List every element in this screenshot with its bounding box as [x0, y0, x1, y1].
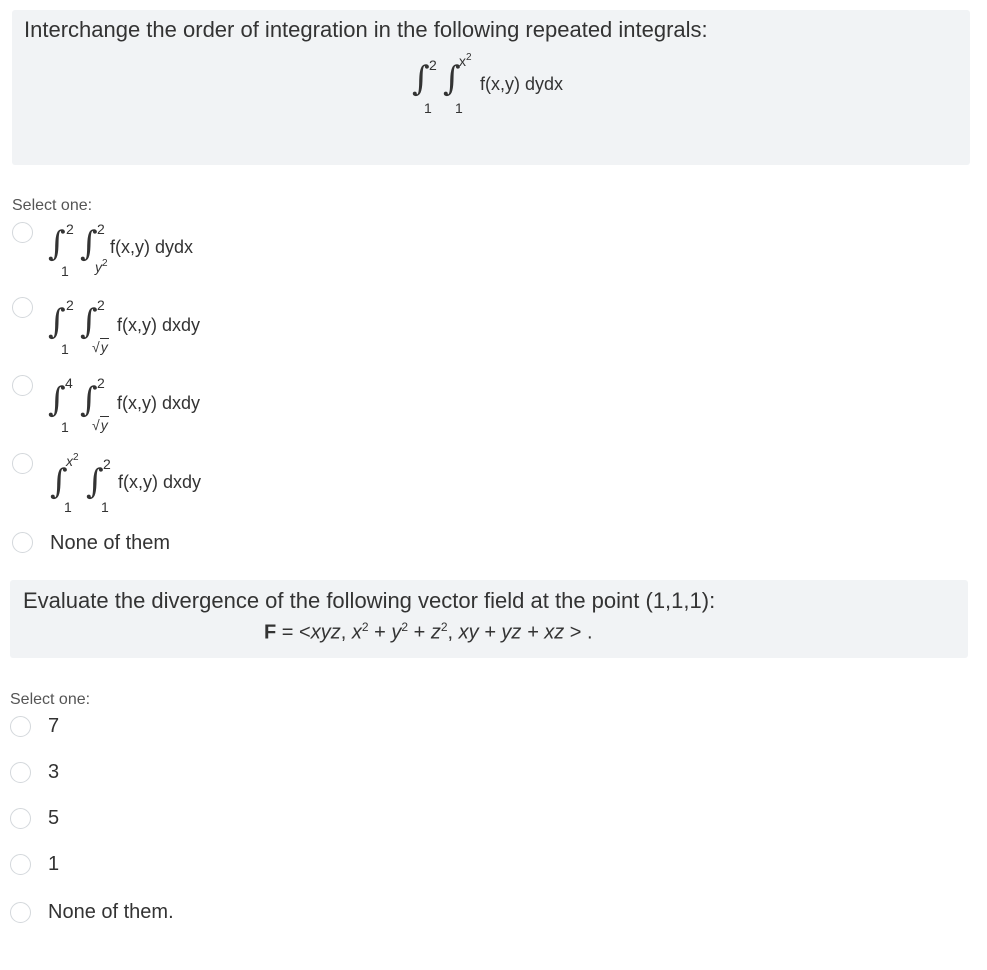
- integrand: f(x,y) dxdy: [117, 393, 201, 413]
- q1-option-5-radio[interactable]: [12, 532, 33, 553]
- q2-option-2-radio[interactable]: [10, 762, 31, 783]
- q2-option-5-radio[interactable]: [10, 902, 31, 923]
- inner-upper-limit: 2: [103, 456, 111, 472]
- outer-lower-limit: 1: [61, 263, 69, 279]
- outer-integral-sign: ∫: [50, 462, 68, 502]
- q2-option-3-radio[interactable]: [10, 808, 31, 829]
- inner-upper-limit: 2: [97, 221, 105, 237]
- q1-option-3-radio[interactable]: [12, 375, 33, 396]
- vector-field-formula: F = <xyz, $x^2 + y^2 + z^2$, xy + yz + xz > .: [264, 620, 593, 644]
- inner-lower-limit: $y^2$: [95, 258, 108, 275]
- q1-option-5-label[interactable]: None of them: [50, 532, 171, 554]
- select-one-label: Select one:: [12, 197, 93, 214]
- outer-upper-limit: 4: [65, 375, 73, 391]
- q2-option-1-radio[interactable]: [10, 716, 31, 737]
- inner-upper-limit: 2: [97, 375, 105, 391]
- q2-option-4-radio[interactable]: [10, 854, 31, 875]
- q2-option-4-label[interactable]: 1: [48, 853, 60, 875]
- inner-integral-sign: ∫: [80, 302, 98, 342]
- question-2-prompt: Evaluate the divergence of the following vector field at the point (1,1,1):: [23, 588, 716, 613]
- select-one-label: Select one:: [10, 691, 91, 708]
- outer-integral-sign: ∫: [48, 380, 66, 420]
- outer-upper-limit: $x^2$: [66, 452, 79, 469]
- outer-integral-sign: ∫: [412, 59, 430, 99]
- inner-integral-sign: ∫: [80, 380, 98, 420]
- q1-option-4-radio[interactable]: [12, 453, 33, 474]
- inner-upper-limit: 2: [97, 297, 105, 313]
- q2-option-1-label[interactable]: 7: [48, 715, 60, 737]
- outer-upper-limit: 2: [429, 57, 437, 73]
- inner-lower-limit: 1: [455, 100, 463, 116]
- outer-lower-limit: 1: [424, 100, 432, 116]
- inner-integral-sign: ∫: [443, 59, 461, 99]
- outer-lower-limit: 1: [61, 341, 69, 357]
- integrand: f(x,y) dxdy: [117, 315, 201, 335]
- outer-integral-sign: ∫: [48, 224, 66, 264]
- outer-upper-limit: 2: [66, 221, 74, 237]
- integrand: f(x,y) dxdy: [118, 472, 202, 492]
- inner-integral-sign: ∫: [80, 224, 98, 264]
- q2-option-2-label[interactable]: 3: [48, 761, 60, 783]
- outer-lower-limit: 1: [64, 499, 72, 515]
- integrand: f(x,y) dydx: [480, 74, 564, 94]
- outer-integral-sign: ∫: [48, 302, 66, 342]
- inner-lower-limit: 1: [101, 499, 109, 515]
- q1-option-1-radio[interactable]: [12, 222, 33, 243]
- inner-integral-sign: ∫: [86, 462, 104, 502]
- q2-option-3-label[interactable]: 5: [48, 807, 60, 829]
- integrand: f(x,y) dydx: [110, 237, 194, 257]
- inner-lower-limit: √y: [92, 417, 108, 433]
- inner-upper-limit: $x^2$: [459, 52, 472, 69]
- outer-upper-limit: 2: [66, 297, 74, 313]
- outer-lower-limit: 1: [61, 419, 69, 435]
- question-1-prompt: Interchange the order of integration in the following repeated integrals:: [24, 17, 708, 42]
- q1-option-2-radio[interactable]: [12, 297, 33, 318]
- inner-lower-limit: √y: [92, 339, 108, 355]
- q2-option-5-label[interactable]: None of them.: [48, 901, 174, 923]
